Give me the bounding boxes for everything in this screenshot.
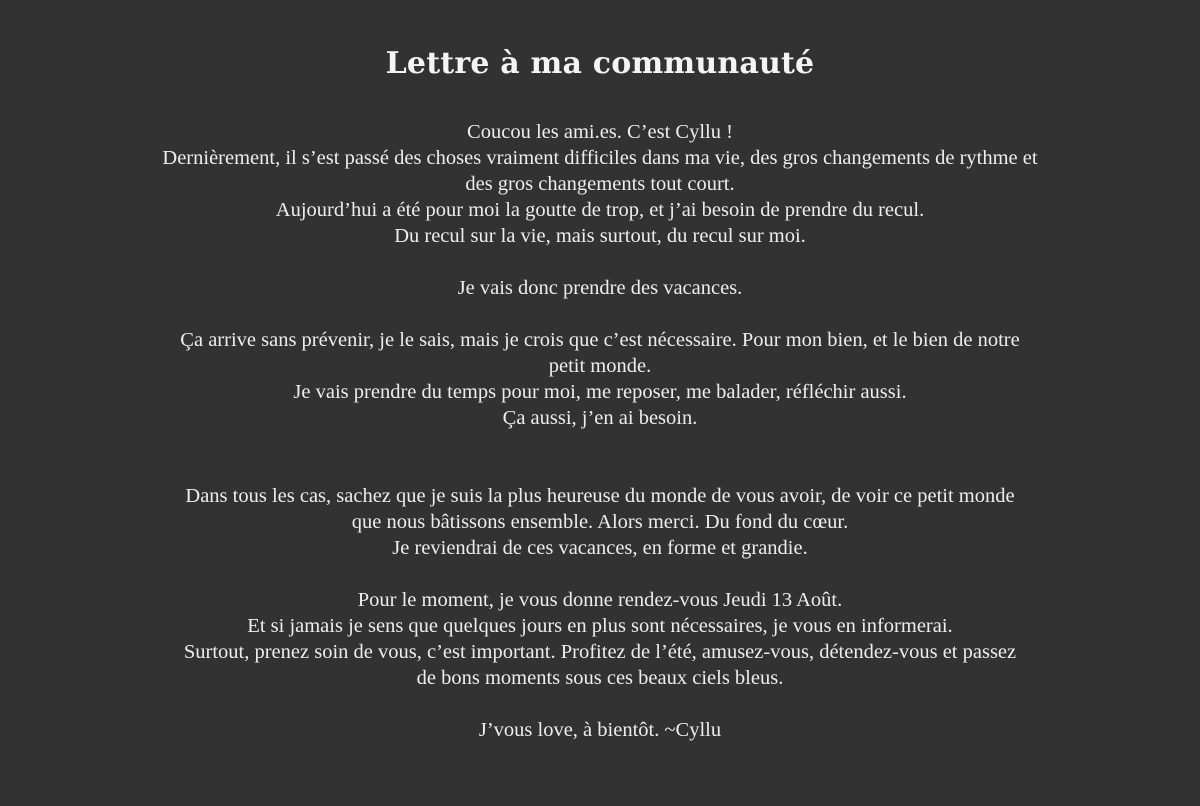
paragraph-greeting [0,119,1200,249]
paragraph-explanation [0,327,1200,431]
paragraph-return-date [0,587,1200,691]
text-line: Je reviendrai de ces vacances, en forme et grandie. [392,537,808,559]
text-line: Pour le moment, je vous donne rendez-vous Jeudi 13 Août. [357,589,843,611]
paragraph-spacer [0,249,1200,275]
paragraph-spacer [0,431,1200,483]
paragraph-thanks [0,483,1200,561]
paragraph-spacer [0,561,1200,587]
text-line: Dernièrement, il s’est passé des choses vraiment difficiles dans ma vie, des gros changements de rythme et [162,147,1038,169]
paragraph-spacer [0,301,1200,327]
text-line: Coucou les ami.es. C’est Cyllu ! [467,121,733,143]
text-line: Ça arrive sans prévenir, je le sais, mais je crois que c’est nécessaire. Pour mon bien, et le bien de notre [180,329,1020,351]
letter-title: Lettre à ma communauté [385,46,815,81]
text-line: Je vais prendre du temps pour moi, me reposer, me balader, réfléchir aussi. [293,381,907,403]
paragraph-spacer [0,691,1200,717]
letter-body [0,119,1200,743]
text-line: Surtout, prenez soin de vous, c’est important. Profitez de l’été, amusez-vous, détendez-vous et passez [183,641,1017,663]
text-line: Aujourd’hui a été pour moi la goutte de trop, et j’ai besoin de prendre du recul. [275,199,925,221]
text-line: petit monde. [548,355,652,377]
text-line: Et si jamais je sens que quelques jours en plus sont nécessaires, je vous en informerai. [247,615,953,637]
text-line: des gros changements tout court. [465,173,735,195]
text-line: Dans tous les cas, sachez que je suis la plus heureuse du monde de vous avoir, de voir ce petit monde [185,485,1015,507]
paragraph-signature [0,717,1200,743]
text-line: Du recul sur la vie, mais surtout, du recul sur moi. [394,225,806,247]
paragraph-vacation [0,275,1200,301]
signature-line: J’vous love, à bientôt. ~Cyllu [478,719,722,741]
text-line: de bons moments sous ces beaux ciels bleus. [416,667,784,689]
text-line: Ça aussi, j’en ai besoin. [502,407,698,429]
text-line: Je vais donc prendre des vacances. [457,277,743,299]
text-line: que nous bâtissons ensemble. Alors merci. Du fond du cœur. [351,511,849,533]
